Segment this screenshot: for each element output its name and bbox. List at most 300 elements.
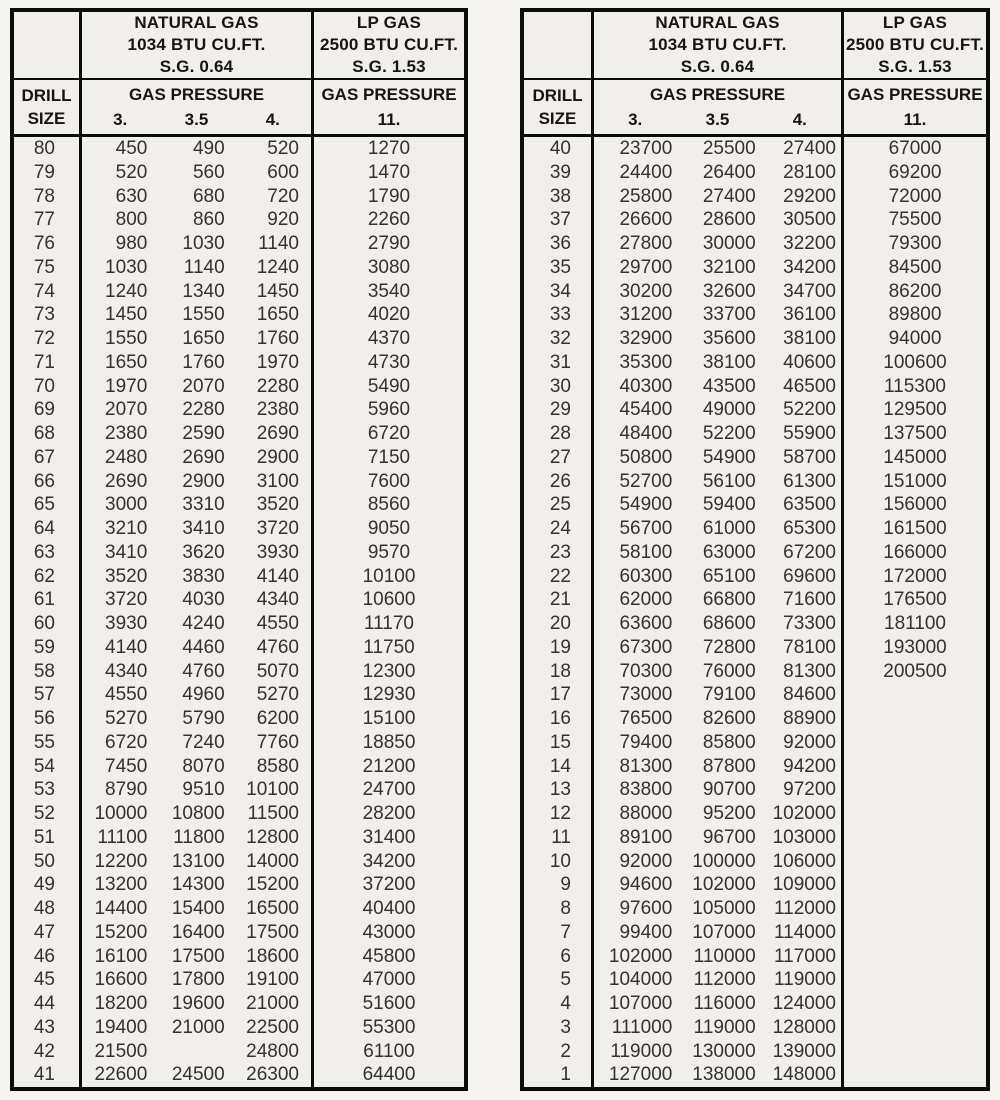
- drill-size-cell: 25: [524, 493, 594, 517]
- pressure-4-value: 10100: [237, 778, 314, 802]
- pressure-3-5-value: 90700: [702, 779, 756, 801]
- lp-pressure-value: 79300: [888, 233, 942, 254]
- lp-pressure-value: 181100: [884, 613, 946, 634]
- pressure-3-5-value: 49000: [702, 399, 756, 421]
- pressure-3-5-value: 24500: [171, 1064, 225, 1086]
- pressure-3-5-value: 59400: [702, 494, 756, 516]
- drill-size-cell: 28: [524, 422, 594, 446]
- pressure-4-value: 46500: [761, 375, 844, 399]
- lp-pressure-value: 55300: [362, 1016, 416, 1038]
- lp-gas-title: LP GAS: [356, 13, 422, 32]
- pressure-4-value: 6200: [237, 707, 314, 731]
- drill-size-cell: 19: [524, 636, 594, 660]
- lp-pressure-value: 1790: [367, 185, 411, 207]
- drill-size-cell: 17: [524, 683, 594, 707]
- lp-pressure-value: [844, 683, 986, 707]
- pressure-3-value: 5270: [105, 708, 148, 729]
- pressure-3-value: 52700: [619, 470, 673, 492]
- pressure-3-value: 8790: [105, 779, 148, 801]
- pressure-3-value: 21500: [94, 1040, 148, 1062]
- lp-pressure-value: 69200: [888, 161, 942, 183]
- pressure-4-value: 78100: [761, 636, 844, 660]
- pressure-3-5-label: 3.5: [184, 110, 209, 129]
- pressure-4-value: 34700: [761, 280, 844, 304]
- lp-pressure-value: 72000: [888, 185, 942, 207]
- pressure-3-5-value: 1140: [183, 256, 225, 278]
- lp-gas-title: LP GAS: [882, 13, 948, 32]
- pressure-4-value: 65300: [761, 517, 844, 541]
- drill-size-cell: 29: [524, 398, 594, 422]
- table-body: [14, 137, 464, 1087]
- natural-gas-btu: 1034 BTU CU.FT.: [127, 35, 266, 54]
- table-row: [524, 707, 986, 731]
- pressure-4-value: 5070: [237, 660, 314, 684]
- pressure-3-value: 19400: [94, 1016, 148, 1038]
- lp-pressure-value: [844, 778, 986, 802]
- pressure-3-5-value: 87800: [702, 755, 756, 777]
- pressure-3-5-value: 66800: [702, 589, 756, 611]
- pressure-4-value: 14000: [237, 850, 314, 874]
- pressure-3-5-value: 4960: [182, 684, 225, 706]
- table-header-pressures: [14, 80, 464, 137]
- pressure-3-value: 1450: [105, 304, 148, 326]
- drill-size-cell: 78: [14, 185, 82, 209]
- pressure-4-value: 22500: [237, 1016, 314, 1040]
- drill-size-cell: 2: [524, 1040, 594, 1064]
- drill-size-header: DRILL SIZE: [524, 80, 594, 134]
- pressure-11-label: 11.: [377, 110, 401, 129]
- drill-size-cell: 61: [14, 588, 82, 612]
- table-row: [524, 612, 986, 636]
- pressure-3-value: 119000: [610, 1040, 673, 1062]
- pressure-3-value: 35300: [619, 351, 673, 373]
- pressure-3-value: 27800: [619, 233, 673, 254]
- pressure-3-value: 18200: [94, 993, 148, 1014]
- drill-size-cell: 12: [524, 802, 594, 826]
- drill-size-cell: 52: [14, 802, 82, 826]
- table-row: [524, 1063, 986, 1087]
- pressure-3-value: 60300: [619, 565, 673, 587]
- table-row: [524, 208, 986, 232]
- pressure-3-value: 26600: [619, 209, 673, 231]
- table-row: [524, 398, 986, 422]
- lp-pressure-value: 64400: [362, 1064, 416, 1086]
- drill-size-cell: 30: [524, 375, 594, 399]
- table-row: [524, 470, 986, 494]
- table-row: [14, 327, 464, 351]
- drill-size-cell: 50: [14, 850, 82, 874]
- pressure-3-5-value: 3310: [182, 494, 225, 516]
- pressure-3-5-value: 16400: [171, 921, 225, 943]
- pressure-3-5-value: 680: [192, 185, 225, 207]
- pressure-3-5-value: 3410: [182, 518, 225, 539]
- pressure-3-value: 76500: [619, 708, 673, 729]
- lp-pressure-value: [844, 850, 986, 874]
- table-row: [14, 303, 464, 327]
- table-header-gas-types: [524, 12, 986, 80]
- pressure-3-5-value: 25500: [702, 138, 756, 159]
- pressure-3-value: 62000: [619, 589, 673, 611]
- drill-size-cell: 18: [524, 660, 594, 684]
- pressure-4-value: 1240: [237, 256, 314, 280]
- pressure-3-value: 4340: [105, 660, 148, 682]
- pressure-4-value: 106000: [761, 850, 844, 874]
- pressure-3-value: 1240: [105, 280, 148, 302]
- drill-size-cell: 42: [14, 1040, 82, 1064]
- pressure-3-value: 79400: [619, 731, 673, 753]
- drill-size-cell: 43: [14, 1016, 82, 1040]
- pressure-3-value: 56700: [619, 518, 673, 539]
- table-row: [14, 778, 464, 802]
- pressure-3-value: 7450: [105, 755, 148, 777]
- pressure-3-5-value: 15400: [171, 898, 225, 919]
- pressure-4-value: 4140: [237, 565, 314, 589]
- drill-size-cell: 14: [524, 755, 594, 779]
- pressure-4-value: 27400: [761, 137, 844, 161]
- pressure-3-5-value: 138000: [692, 1064, 756, 1086]
- pressure-3-value: 15200: [94, 921, 148, 943]
- pressure-4-value: 520: [237, 137, 314, 161]
- lp-pressure-value: 2260: [367, 209, 411, 231]
- lp-pressure-value: 193000: [883, 636, 947, 658]
- pressure-4-value: 3720: [237, 517, 314, 541]
- table-row: [524, 280, 986, 304]
- drill-size-cell: 54: [14, 755, 82, 779]
- pressure-3-label: 3.: [628, 110, 643, 129]
- table-row: [524, 636, 986, 660]
- table-row: [524, 826, 986, 850]
- table-row: [14, 137, 464, 161]
- lp-pressure-value: 31400: [362, 826, 416, 848]
- lp-pressure-value: 4730: [367, 351, 411, 373]
- lp-pressure-value: [844, 921, 986, 945]
- pressure-3-value: 630: [115, 185, 148, 207]
- drill-size-cell: 58: [14, 660, 82, 684]
- pressure-4-value: 52200: [761, 398, 844, 422]
- pressure-3-5-value: 4760: [182, 660, 225, 682]
- lp-pressure-value: 28200: [362, 803, 416, 824]
- pressure-3-5-value: 95200: [702, 803, 756, 824]
- drill-size-cell: 10: [524, 850, 594, 874]
- drill-size-cell: 45: [14, 968, 82, 992]
- drill-size-cell: 67: [14, 446, 82, 470]
- pressure-3-5-value: 9510: [182, 779, 225, 801]
- pressure-4-value: 600: [237, 161, 314, 185]
- table-row: [524, 446, 986, 470]
- lp-pressure-value: 67000: [888, 138, 942, 159]
- pressure-4-value: 5270: [237, 683, 314, 707]
- pressure-4-value: 8580: [237, 755, 314, 779]
- pressure-3-value: 6720: [105, 731, 148, 753]
- pressure-3-5-value: 2070: [182, 375, 225, 397]
- table-row: [524, 968, 986, 992]
- pressure-3-5-value: 110000: [693, 945, 756, 967]
- table-row: [524, 945, 986, 969]
- table-row: [14, 375, 464, 399]
- pressure-3-5-value: 79100: [702, 684, 756, 706]
- pressure-3-value: 4550: [105, 684, 148, 706]
- lp-pressure-value: 137500: [883, 423, 947, 444]
- table-row: [14, 232, 464, 256]
- pressure-3-5-value: 7240: [182, 731, 225, 753]
- pressure-3-value: 92000: [619, 850, 673, 872]
- lp-pressure-value: [844, 992, 986, 1016]
- pressure-3-5-value: 2900: [182, 470, 225, 492]
- drill-size-cell: 27: [524, 446, 594, 470]
- pressure-3-5-value: 10800: [171, 803, 225, 824]
- pressure-4-value: 1760: [237, 327, 314, 351]
- lp-gas-btu: 2500 BTU CU.FT.: [845, 35, 985, 54]
- lp-pressure-value: 3540: [367, 280, 411, 302]
- pressure-3-5-value: 85800: [702, 731, 756, 753]
- pressure-3-value: 111000: [611, 1016, 673, 1038]
- pressure-4-value: 88900: [761, 707, 844, 731]
- drill-size-cell: 36: [524, 232, 594, 256]
- drill-size-cell: 6: [524, 945, 594, 969]
- pressure-3-value: 48400: [619, 423, 673, 444]
- drill-size-cell: 4: [524, 992, 594, 1016]
- pressure-3-5-value: 105000: [692, 898, 756, 919]
- pressure-4-value: 97200: [761, 778, 844, 802]
- pressure-4-value: 4760: [237, 636, 314, 660]
- pressure-3-value: 450: [115, 138, 148, 159]
- pressure-3-5-value: 30000: [702, 233, 756, 254]
- pressure-3-5-value: 54900: [702, 446, 756, 468]
- pressure-3-value: 58100: [619, 541, 673, 563]
- table-row: [14, 802, 464, 826]
- table-header-pressures: [524, 80, 986, 137]
- pressure-3-5-value: 4460: [182, 636, 225, 658]
- pressure-3-value: 81300: [619, 755, 673, 777]
- pressure-3-value: 99400: [619, 921, 673, 943]
- pressure-3-5-value: 72800: [702, 636, 756, 658]
- table-row: [524, 683, 986, 707]
- lp-pressure-value: 47000: [362, 969, 416, 991]
- pressure-3-5-value: 27400: [702, 185, 756, 207]
- table-header-gas-types: [14, 12, 464, 80]
- table-row: [524, 232, 986, 256]
- pressure-4-value: 2380: [237, 398, 314, 422]
- pressure-3-value: 31200: [619, 304, 673, 326]
- lp-pressure-value: 176500: [883, 589, 947, 611]
- pressure-4-value: 71600: [761, 588, 844, 612]
- pressure-4-value: 94200: [761, 755, 844, 779]
- lp-gas-header: [314, 12, 464, 78]
- drill-size-cell: 22: [524, 565, 594, 589]
- drill-size-cell: 72: [14, 327, 82, 351]
- table-row: [524, 493, 986, 517]
- gas-pressure-table-left: [10, 8, 468, 1091]
- table-row: [14, 280, 464, 304]
- pressure-4-value: 2900: [237, 446, 314, 470]
- lp-pressure-value: 11170: [363, 613, 414, 634]
- table-row: [14, 185, 464, 209]
- pressure-3-value: 40300: [619, 375, 673, 397]
- pressure-3-5-value: 32100: [702, 256, 756, 278]
- pressure-3-value: 1650: [105, 351, 148, 373]
- drill-size-cell: 74: [14, 280, 82, 304]
- pressure-4-value: 103000: [761, 826, 844, 850]
- drill-size-cell: 69: [14, 398, 82, 422]
- table-row: [524, 137, 986, 161]
- table-row: [524, 897, 986, 921]
- lp-pressure-value: 200500: [883, 660, 947, 682]
- table-row: [14, 850, 464, 874]
- pressure-4-value: 3100: [237, 470, 314, 494]
- pressure-4-value: 920: [237, 208, 314, 232]
- pressure-4-value: 30500: [761, 208, 844, 232]
- drill-size-cell: 20: [524, 612, 594, 636]
- drill-size-cell: 35: [524, 256, 594, 280]
- lp-pressure-value: [844, 826, 986, 850]
- lp-pressure-value: 4370: [367, 328, 411, 349]
- drill-size-cell: 51: [14, 826, 82, 850]
- pressure-4-value: 58700: [761, 446, 844, 470]
- pressure-3-value: 2380: [105, 423, 148, 444]
- pressure-3-5-value: 130000: [692, 1040, 756, 1062]
- lp-pressure-value: 43000: [362, 921, 416, 943]
- pressure-3-value: 4140: [105, 636, 148, 658]
- pressure-4-value: 67200: [761, 541, 844, 565]
- lp-pressure-value: [844, 731, 986, 755]
- drill-size-cell: 47: [14, 921, 82, 945]
- table-row: [524, 161, 986, 185]
- gas-pressure-table-right: [520, 8, 990, 1091]
- drill-size-cell: 5: [524, 968, 594, 992]
- drill-size-cell: 33: [524, 303, 594, 327]
- pressure-3-5-value: 1650: [182, 328, 225, 349]
- table-row: [14, 541, 464, 565]
- drill-size-cell: 66: [14, 470, 82, 494]
- pressure-3-5-value: 52200: [702, 423, 756, 444]
- pressure-3-5-value: 82600: [702, 708, 756, 729]
- lp-pressure-value: 3080: [367, 256, 411, 278]
- pressure-3-value: 16600: [94, 969, 148, 991]
- pressure-3-5-value: 43500: [702, 375, 756, 397]
- pressure-3-5-value: 100000: [692, 850, 756, 872]
- pressure-3-5-value: 8070: [182, 755, 225, 777]
- pressure-3-5-value: 19600: [171, 993, 225, 1014]
- lp-pressure-value: 61100: [363, 1040, 415, 1062]
- pressure-4-value: 34200: [761, 256, 844, 280]
- table-row: [14, 161, 464, 185]
- table-row: [14, 707, 464, 731]
- table-row: [14, 588, 464, 612]
- pressure-4-value: 2690: [237, 422, 314, 446]
- table-row: [524, 351, 986, 375]
- drill-size-cell: 32: [524, 327, 594, 351]
- pressure-3-value: 104000: [608, 969, 673, 991]
- ng-gas-pressure-header: [594, 80, 844, 134]
- pressure-4-value: 32200: [761, 232, 844, 256]
- pressure-3-5-value: 1760: [182, 351, 225, 373]
- pressure-3-5-value: 68600: [702, 613, 756, 634]
- lp-pressure-value: 9050: [367, 518, 411, 539]
- drill-size-cell: 1: [524, 1063, 594, 1087]
- pressure-3-5-label: 3.5: [705, 110, 730, 129]
- pressure-3-value: 13200: [94, 874, 148, 896]
- pressure-4-value: 55900: [761, 422, 844, 446]
- table-row: [524, 185, 986, 209]
- pressure-3-value: 50800: [619, 446, 673, 468]
- table-row: [14, 897, 464, 921]
- table-row: [14, 565, 464, 589]
- drill-size-cell: 79: [14, 161, 82, 185]
- pressure-3-value: 67300: [619, 636, 673, 658]
- drill-size-cell: 26: [524, 470, 594, 494]
- drill-size-cell: 13: [524, 778, 594, 802]
- drill-size-cell: 41: [14, 1063, 82, 1087]
- drill-size-cell: 48: [14, 897, 82, 921]
- drill-size-cell: 73: [14, 303, 82, 327]
- lp-pressure-value: 5490: [367, 375, 411, 397]
- table-row: [14, 921, 464, 945]
- lp-pressure-value: [844, 802, 986, 826]
- pressure-3-5-value: 102000: [692, 874, 756, 896]
- drill-size-cell: 24: [524, 517, 594, 541]
- drill-size-cell: 9: [524, 873, 594, 897]
- pressure-3-value: 94600: [619, 874, 673, 896]
- pressure-3-value: 24400: [619, 161, 673, 183]
- table-row: [524, 1016, 986, 1040]
- natural-gas-header: [82, 12, 314, 78]
- lp-pressure-value: 10600: [362, 589, 416, 611]
- table-row: [524, 778, 986, 802]
- natural-gas-title: NATURAL GAS: [655, 13, 780, 32]
- pressure-3-5-value: 2280: [182, 399, 225, 421]
- pressure-3-5-value: 28600: [702, 209, 756, 231]
- table-body: [524, 137, 986, 1087]
- pressure-3-value: 1550: [105, 328, 148, 349]
- pressure-4-value: 119000: [761, 968, 844, 992]
- pressure-4-value: 112000: [761, 897, 844, 921]
- table-row: [524, 850, 986, 874]
- drill-size-cell: 37: [524, 208, 594, 232]
- pressure-3-5-value: 21000: [171, 1016, 225, 1038]
- drill-size-cell: 53: [14, 778, 82, 802]
- drill-size-cell: 64: [14, 517, 82, 541]
- lp-pressure-value: 40400: [362, 898, 416, 919]
- lp-pressure-value: 2790: [367, 233, 411, 254]
- table-row: [14, 992, 464, 1016]
- lp-pressure-value: [844, 968, 986, 992]
- pressure-4-value: 69600: [761, 565, 844, 589]
- lp-pressure-value: 34200: [362, 850, 416, 872]
- table-row: [14, 446, 464, 470]
- lp-pressure-value: 21200: [362, 755, 416, 777]
- lp-pressure-value: 18850: [362, 731, 416, 753]
- pressure-3-value: 54900: [619, 494, 673, 516]
- pressure-4-value: 4550: [237, 612, 314, 636]
- pressure-3-value: 2690: [105, 470, 148, 492]
- lp-pressure-value: 11750: [363, 636, 415, 658]
- pressure-3-5-value: 38100: [702, 351, 756, 373]
- pressure-3-value: 14400: [94, 898, 148, 919]
- table-row: [14, 612, 464, 636]
- table-row: [14, 493, 464, 517]
- table-row: [524, 660, 986, 684]
- table-row: [524, 802, 986, 826]
- pressure-4-value: 1970: [237, 351, 314, 375]
- pressure-3-value: 1970: [105, 375, 148, 397]
- table-row: [14, 1040, 464, 1064]
- drill-size-cell: 39: [524, 161, 594, 185]
- pressure-4-value: 15200: [237, 873, 314, 897]
- pressure-4-value: 84600: [761, 683, 844, 707]
- lp-gas-btu: 2500 BTU CU.FT.: [319, 35, 459, 54]
- lp-pressure-value: [844, 873, 986, 897]
- lp-pressure-value: 37200: [362, 874, 416, 896]
